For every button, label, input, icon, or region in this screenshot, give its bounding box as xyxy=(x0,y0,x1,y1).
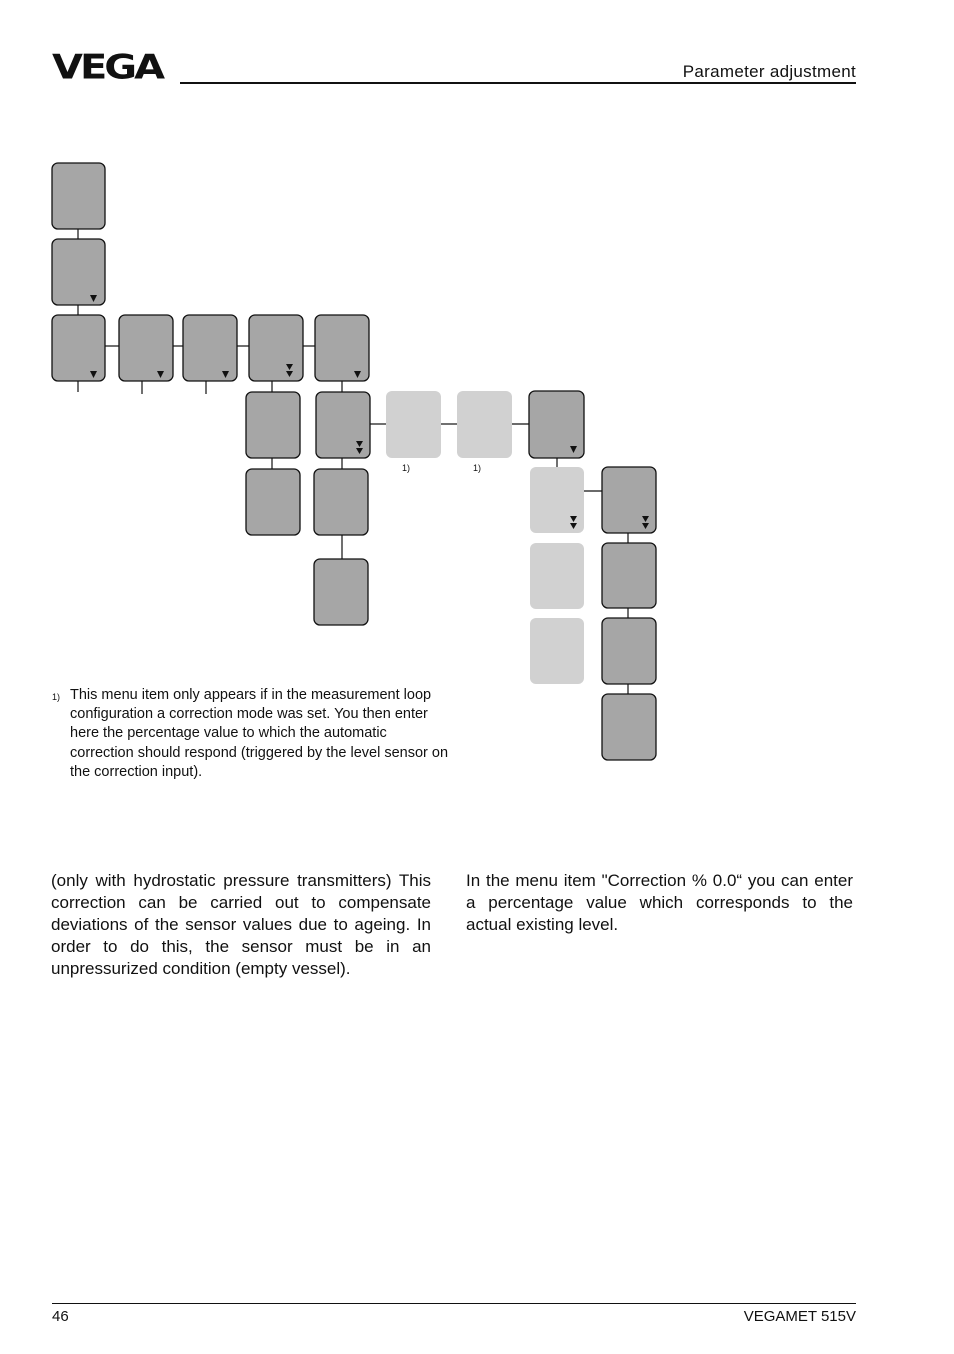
footnote-marker: 1) xyxy=(402,463,411,473)
menu-box xyxy=(246,469,300,535)
footer-rule xyxy=(52,1303,856,1304)
footnote-marker: 1) xyxy=(473,463,482,473)
section-title: Parameter adjustment xyxy=(682,62,856,81)
conditional-menu-box xyxy=(457,391,512,458)
menu-box xyxy=(602,694,656,760)
menu-box xyxy=(249,315,303,381)
menu-box xyxy=(602,618,656,684)
footnote-marker: 1) xyxy=(52,692,61,702)
menu-box xyxy=(246,392,300,458)
menu-box xyxy=(119,315,173,381)
body-paragraph-left: (only with hydrostatic pressure transmitters) This correction can be carried out to compensate deviations of the sensor values due to ageing. In order to do this, the sensor must be in an unpressurized condition (empty vessel). xyxy=(51,871,431,978)
menu-box xyxy=(314,469,368,535)
body-paragraph-right: In the menu item "Correction % 0.0“ you can enter a percentage value which corresponds to the actual existing level. xyxy=(466,871,853,934)
conditional-menu-box xyxy=(530,543,584,609)
footnote xyxy=(52,686,452,782)
footnote-text: This menu item only appears if in the measurement loop configuration a correction mode was set. You then enter here the percentage value to which the automatic correction should respond (triggered by the level sensor on the correction input). xyxy=(70,687,449,780)
menu-box xyxy=(52,163,105,229)
menu-box xyxy=(602,543,656,608)
vega-logo: VEGA xyxy=(52,48,163,88)
conditional-menu-box xyxy=(386,391,441,458)
page-number: 46 xyxy=(52,1308,69,1325)
menu-box xyxy=(52,315,105,381)
conditional-menu-box xyxy=(530,618,584,684)
menu-box xyxy=(314,559,368,625)
menu-box xyxy=(52,239,105,305)
document-name: VEGAMET 515V xyxy=(743,1308,856,1325)
